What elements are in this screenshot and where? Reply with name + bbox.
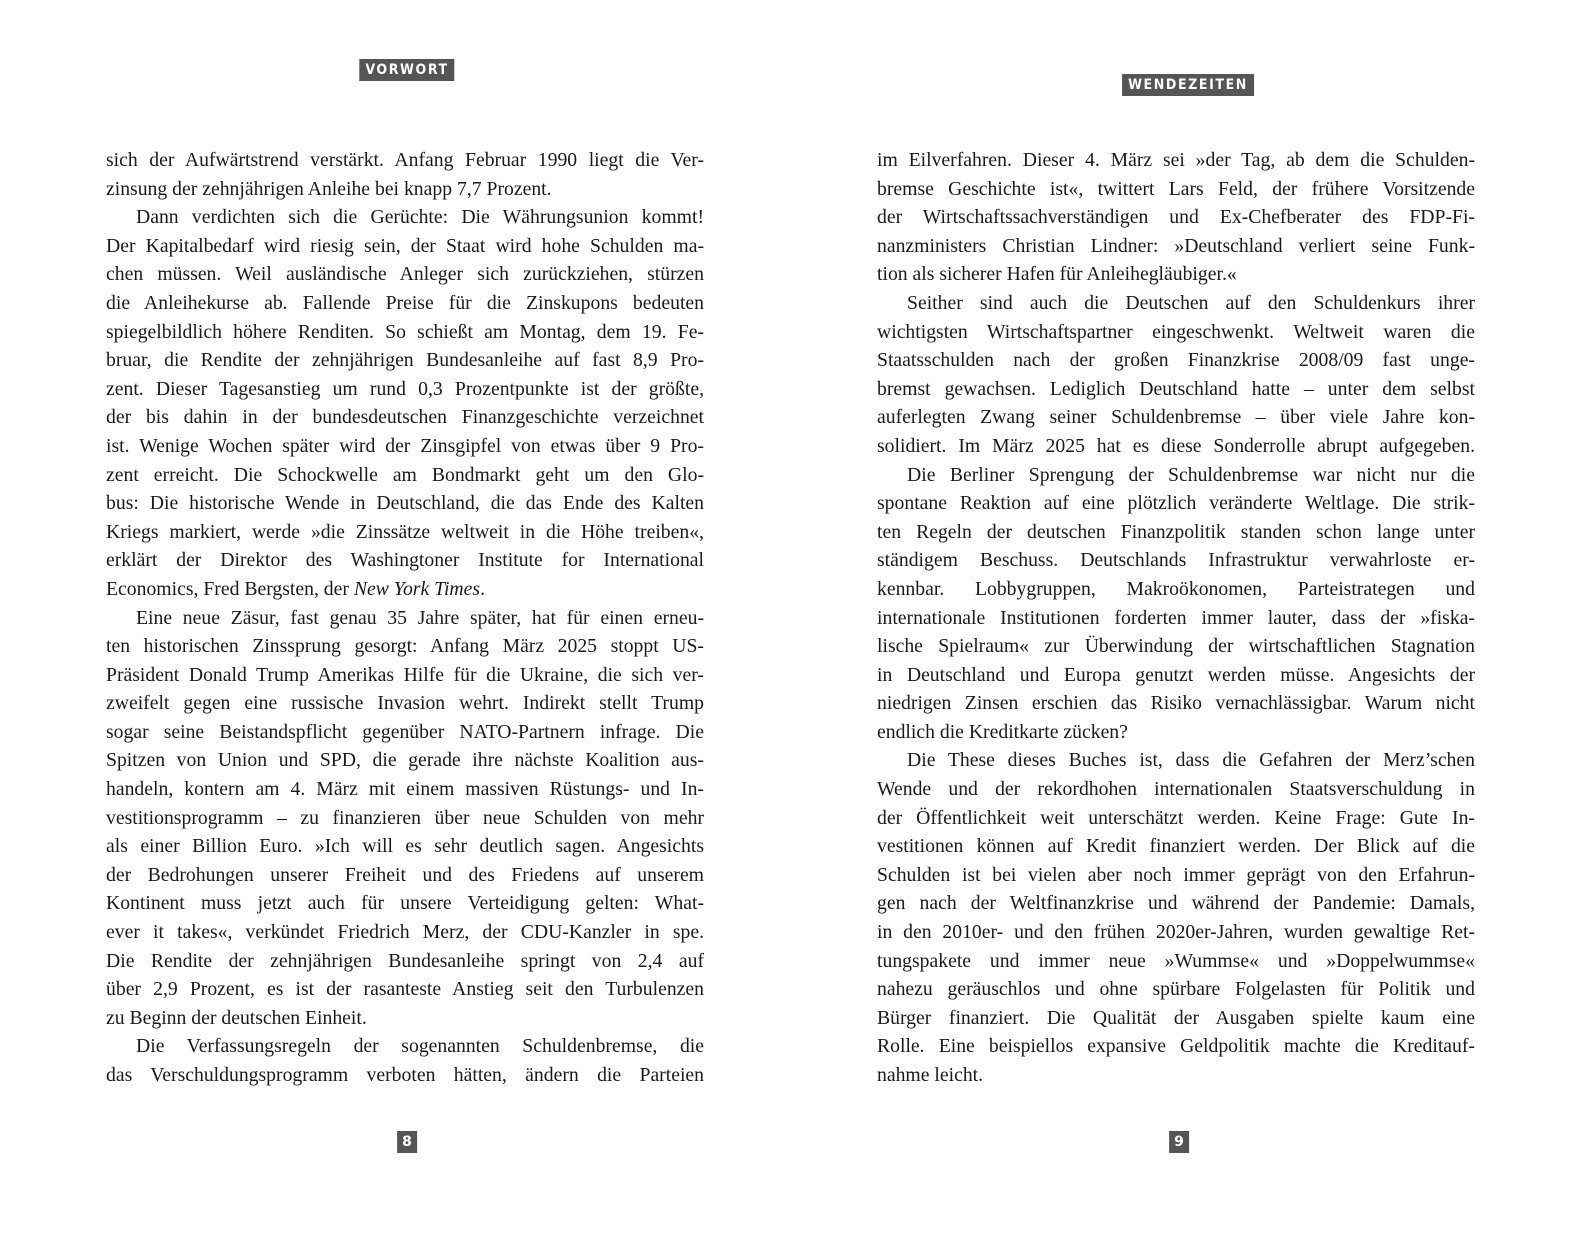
text-line-content: der bis dahin in der bundesdeutschen Finanzgeschichte verzeichnet [106,406,704,429]
text-line-content: der Bedrohungen unserer Freiheit und des Friedens auf unserem [106,863,704,886]
text-line [106,146,704,175]
text-line [877,375,1475,404]
text-line [877,746,1475,775]
text-line-content: endlich die Kreditkarte zücken? [877,720,1128,743]
text-line-content: als einer Billion Euro. »Ich will es sehr deutlich sagen. Angesichts [106,835,704,858]
text-line [877,947,1475,976]
text-line-content: nahme leicht. [877,1064,984,1086]
text-line [106,661,704,690]
text-line-content: ten historischen Zinssprung gesorgt: Anfang März 2025 stoppt US- [106,635,704,658]
text-line [106,947,704,976]
text-line [106,175,704,204]
text-line [877,518,1475,547]
text-line-content: sich der Aufwärtstrend verstärkt. Anfang Februar 1990 liegt die Ver- [106,149,704,171]
text-line-content: auferlegten Zwang seiner Schuldenbremse – über viele Jahre kon- [877,406,1475,429]
text-line-content: bremst gewachsen. Lediglich Deutschland hatte – unter dem selbst [877,377,1475,400]
text-line-content: Die These dieses Buches ist, dass die Gefahren der Merz’schen [907,749,1475,772]
text-line [877,432,1475,461]
text-line [106,1004,704,1033]
text-line-content: der Wirtschaftssachverständigen und Ex-Chefberater des FDP-Fi- [877,206,1475,229]
text-line-content: internationale Institutionen forderten immer lauter, dass der »fiska- [877,606,1475,629]
text-line [106,775,704,804]
text-line-content: Seither sind auch die Deutschen auf den Schuldenkurs ihrer [907,291,1475,314]
text-line-content: zinsung der zehnjährigen Anleihe bei knapp 7,7 Prozent. [106,177,552,200]
text-line-content: ständigem Beschuss. Deutschlands Infrastruktur verwahrloste er- [877,549,1475,572]
text-line-content: Eine neue Zäsur, fast genau 35 Jahre später, hat für einen erneu- [136,606,704,629]
text-line [877,232,1475,261]
text-line [877,918,1475,947]
body-text-right [877,146,1475,1090]
text-line-content: Kontinent muss jetzt auch für unsere Verteidigung gelten: What- [106,892,704,915]
text-line [877,175,1475,204]
text-line-content: niedrigen Zinsen erschien das Risiko vernachlässigbar. Warum nicht [877,692,1475,715]
text-line-content: nanzministers Christian Lindner: »Deutschland verliert seine Funk- [877,234,1475,257]
text-line-content: Der Kapitalbedarf wird riesig sein, der Staat wird hohe Schulden ma- [106,234,704,257]
text-line [877,861,1475,890]
text-line [106,718,704,747]
text-line [106,403,704,432]
text-line-content: die Anleihekurse ab. Fallende Preise für die Zinskupons bedeuten [106,291,704,314]
text-line [106,832,704,861]
text-line-content: tion als sicherer Hafen für Anleihegläubiger.« [877,263,1237,286]
running-head-right: WENDEZEITEN [1122,74,1254,96]
text-line-content: vestitionsprogramm – zu finanzieren über neue Schulden von mehr [106,806,704,829]
text-line-content: ist. Wenige Wochen später wird der Zinsgipfel von etwas über 9 Pro- [106,434,704,457]
text-line [877,804,1475,833]
text-line-content: Rolle. Eine beispiellos expansive Geldpolitik machte die Kreditauf- [877,1035,1475,1058]
text-line-content: solidiert. Im März 2025 hat es diese Sonderrolle abrupt aufgegeben. [877,434,1475,457]
text-line-content: in Deutschland und Europa genutzt werden müsse. Angesichts der [877,663,1475,686]
text-line [106,918,704,947]
text-line [106,975,704,1004]
text-line [106,432,704,461]
text-line-content: bus: Die historische Wende in Deutschland, die das Ende des Kalten [106,492,704,515]
text-line [106,604,704,633]
text-line-content: Die Berliner Sprengung der Schuldenbremse war nicht nur die [907,463,1475,486]
text-line-content: bremse Geschichte ist«, twittert Lars Feld, der frühere Vorsitzende [877,177,1475,200]
text-line-content: Schulden ist bei vielen aber noch immer geprägt von den Erfahrun- [877,863,1475,886]
text-line [877,718,1475,747]
text-line-content: Dann verdichten sich die Gerüchte: Die Währungsunion kommt! [136,206,704,229]
text-line-tail: . [480,577,485,600]
text-line [106,346,704,375]
text-line [877,1032,1475,1061]
text-line [877,1061,1475,1090]
text-line [106,518,704,547]
text-line-content: spiegelbildlich höhere Renditen. So schießt am Montag, dem 19. Fe- [106,320,704,343]
text-line [106,689,704,718]
text-line [877,632,1475,661]
text-line [106,461,704,490]
text-line-content: in den 2010er- und den frühen 2020er-Jahren, wurden gewaltige Ret- [877,921,1475,944]
text-line [106,1032,704,1061]
text-line [877,575,1475,604]
text-line [877,461,1475,490]
text-line-content: Die Verfassungsregeln der sogenannten Schuldenbremse, die [136,1035,704,1058]
text-line-content: erklärt der Direktor des Washingtoner Institute for International [106,549,704,572]
text-line [877,689,1475,718]
text-line [877,1004,1475,1033]
text-line [877,289,1475,318]
text-line-content: chen müssen. Weil ausländische Anleger sich zurückziehen, stürzen [106,263,704,286]
text-line-content: Economics, Fred Bergsten, der [106,577,354,600]
text-line-content: spontane Reaktion auf eine plötzlich veränderte Weltlage. Die strik- [877,492,1475,515]
text-line [106,575,704,604]
text-line-content: im Eilverfahren. Dieser 4. März sei »der Tag, ab dem die Schulden- [877,149,1475,171]
text-line-content: Präsident Donald Trump Amerikas Hilfe für die Ukraine, die sich ver- [106,663,704,686]
text-line [106,489,704,518]
text-line [877,604,1475,633]
italic-title: New York Times [353,577,481,600]
text-line-content: Die Rendite der zehnjährigen Bundesanleihe springt von 2,4 auf [106,949,704,972]
text-line-content: Bürger finanziert. Die Qualität der Ausgaben spielte kaum eine [877,1006,1475,1029]
text-line [877,489,1475,518]
text-line [877,318,1475,347]
text-line [106,318,704,347]
text-line [877,346,1475,375]
text-line [877,146,1475,175]
text-line [106,260,704,289]
text-line-content: das Verschuldungsprogramm verboten hätten, ändern die Parteien [106,1064,704,1086]
text-line [106,375,704,404]
text-line-content: kennbar. Lobbygruppen, Makroökonomen, Parteistrategen und [877,577,1475,600]
page-number-right: 9 [1169,1131,1189,1153]
text-line-content: handeln, kontern am 4. März mit einem massiven Rüstungs- und In- [106,778,704,801]
text-line [106,546,704,575]
text-line [106,1061,704,1090]
text-line [877,203,1475,232]
text-line [877,403,1475,432]
text-line-content: Staatsschulden nach der großen Finanzkrise 2008/09 fast unge- [877,349,1475,372]
text-line [877,546,1475,575]
text-line-content: ever it takes«, verkündet Friedrich Merz, der CDU-Kanzler in spe. [106,921,704,944]
text-line-content: nahezu geräuschlos und ohne spürbare Folgelasten für Politik und [877,978,1475,1001]
text-line-content: sogar seine Beistandspflicht gegenüber NATO-Partnern infrage. Die [106,720,704,743]
text-line [877,260,1475,289]
text-line [106,861,704,890]
text-line-content: wichtigsten Wirtschaftspartner eingeschwenkt. Weltweit waren die [877,320,1475,343]
text-line-content: tungspakete und immer neue »Wummse« und »Doppelwummse« [877,949,1475,972]
text-line-content: lische Spielraum« zur Überwindung der wirtschaftlichen Stagnation [877,635,1475,658]
text-line [106,746,704,775]
text-line-content: bruar, die Rendite der zehnjährigen Bundesanleihe auf fast 8,9 Pro- [106,349,704,372]
text-line [106,289,704,318]
text-line-content: zent. Dieser Tagesanstieg um rund 0,3 Prozentpunkte ist der größte, [106,377,704,400]
page-number-left: 8 [397,1131,417,1153]
text-line [877,775,1475,804]
body-text-left [106,146,704,1090]
text-line [877,832,1475,861]
text-line [106,804,704,833]
text-line-content: Spitzen von Union und SPD, die gerade ihre nächste Koalition aus- [106,749,704,772]
text-line-content: über 2,9 Prozent, es ist der rasanteste Anstieg seit den Turbulenzen [106,978,704,1001]
text-line [877,661,1475,690]
text-line [106,232,704,261]
text-line-content: zent erreicht. Die Schockwelle am Bondmarkt geht um den Glo- [106,463,704,486]
text-line-content: zu Beginn der deutschen Einheit. [106,1006,367,1029]
text-line-content: ten Regeln der deutschen Finanzpolitik standen schon lange unter [877,520,1475,543]
running-head-left: VORWORT [359,59,454,81]
text-line-content: zweifelt gegen eine russische Invasion wehrt. Indirekt stellt Trump [106,692,704,715]
text-line-content: vestitionen können auf Kredit finanziert werden. Der Blick auf die [877,835,1475,858]
text-line-content: Wende und der rekordhohen internationalen Staatsverschuldung in [877,778,1475,801]
text-line [877,889,1475,918]
text-line-content: der Öffentlichkeit weit unterschätzt werden. Keine Frage: Gute In- [877,806,1475,829]
text-line-content: Kriegs markiert, werde »die Zinssätze weltweit in die Höhe treiben«, [106,520,704,543]
right-page [797,0,1594,1240]
text-line [106,203,704,232]
text-line [106,632,704,661]
text-line-content: gen nach der Weltfinanzkrise und während der Pandemie: Damals, [877,892,1475,915]
text-line [106,889,704,918]
text-line [877,975,1475,1004]
